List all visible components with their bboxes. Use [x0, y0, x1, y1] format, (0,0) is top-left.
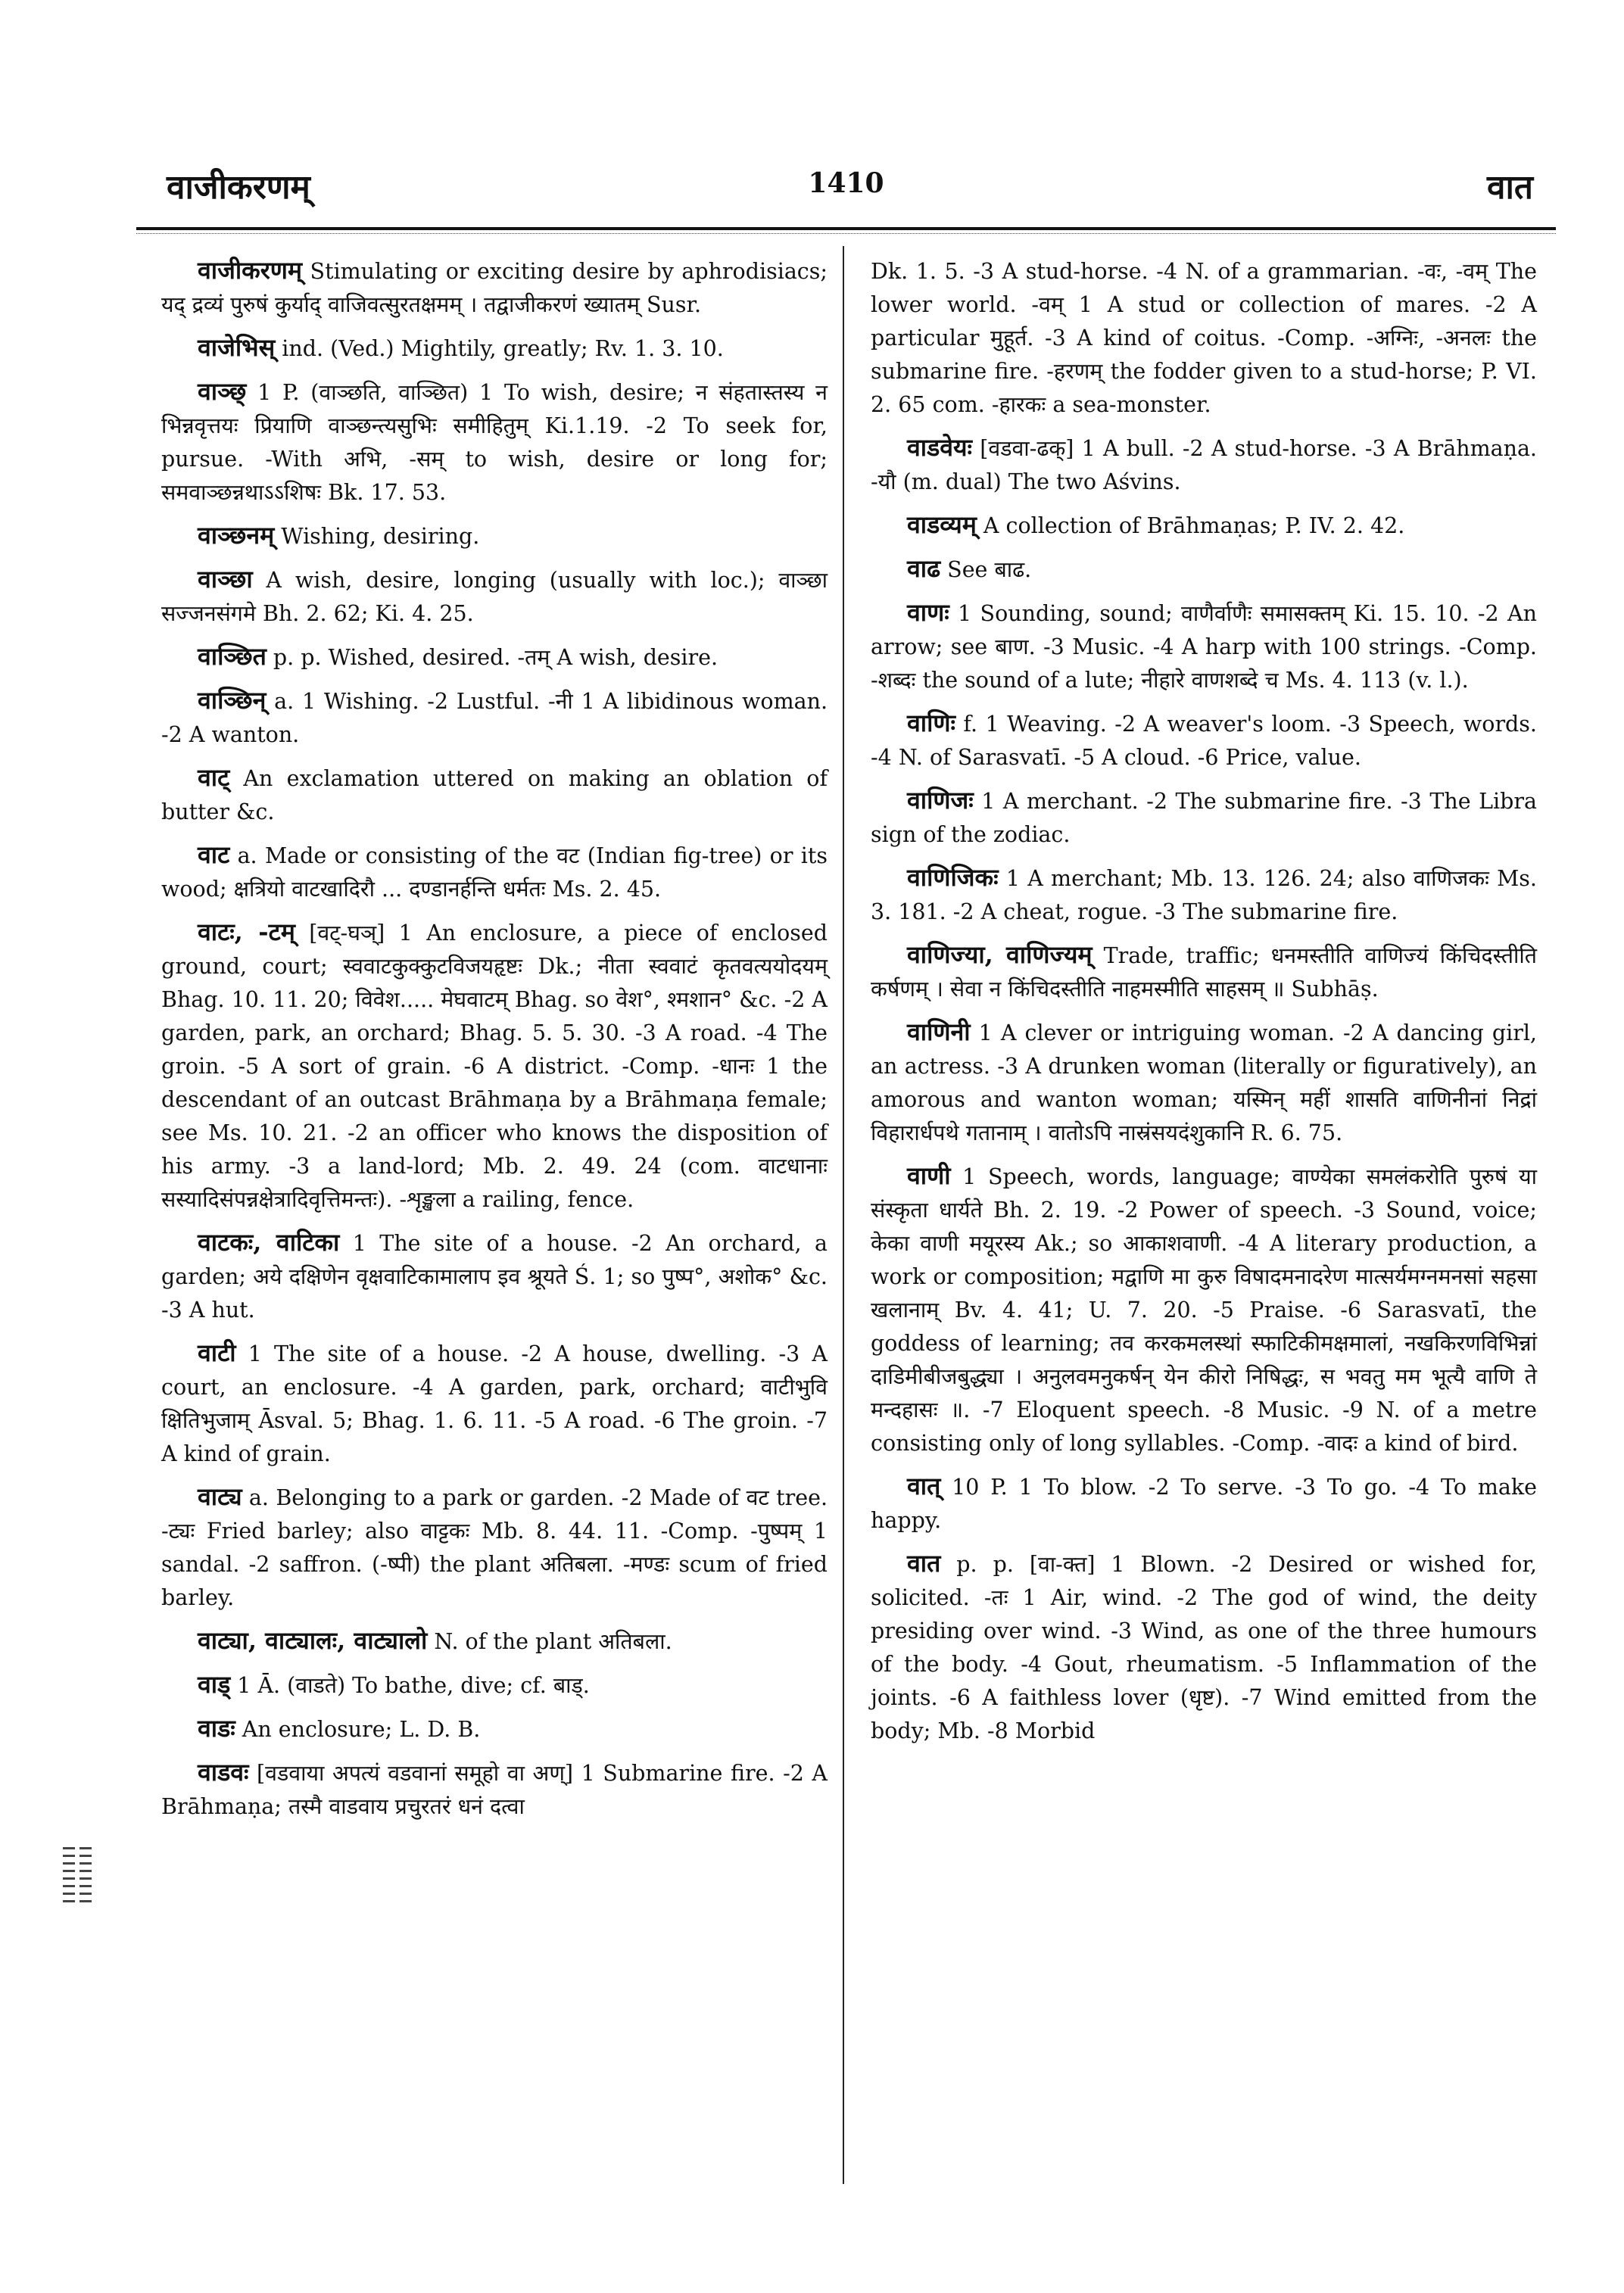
entry-headword: वाट् — [198, 763, 230, 792]
entry-definition: [वडवाया अपत्यं वडवानां समूहो वा अण्] 1 Submarine fire. -2 A Brāhmaṇa; तस्मै वाडवाय प्रचुरतरं धनं दत्वा — [161, 1761, 828, 1819]
dictionary-entry — [871, 1159, 1537, 1460]
header-left-word: वाजीकरणम् — [167, 168, 310, 207]
entry-headword: वाटकः, वाटिका — [198, 1228, 340, 1257]
entry-headword: वात् — [907, 1472, 941, 1500]
dictionary-entry — [161, 1668, 828, 1703]
page-number: 1410 — [808, 167, 884, 199]
dictionary-entry — [161, 640, 828, 675]
dictionary-entry — [161, 375, 828, 509]
entry-definition: f. 1 Weaving. -2 A weaver's loom. -3 Speech, words. -4 N. of Sarasvatī. -5 A cloud. -6 Price, value. — [871, 712, 1537, 770]
entry-definition: Dk. 1. 5. -3 A stud-horse. -4 N. of a grammarian. -वः, -वम् The lower world. -वम् 1 A stud or collection of mares. -2 A particular मुहूर्त. -3 A kind of coitus. -Comp. -अग्निः, -अनलः the submarine fire. -हरणम् the fodder given to a stud-horse; P. VI. 2. 65 com. -हारकः a sea-monster. — [871, 259, 1537, 417]
dictionary-entry — [161, 1624, 828, 1659]
entry-headword: वाणिज्या, वाणिज्यम् — [907, 940, 1093, 969]
entry-headword: वाट — [198, 840, 230, 869]
dictionary-entry — [871, 552, 1537, 587]
right-column — [871, 254, 1537, 1757]
dictionary-entry — [161, 915, 828, 1217]
margin-marks-2 — [79, 1847, 92, 1908]
entry-definition: ind. (Ved.) Mightily, greatly; Rv. 1. 3. 10. — [275, 336, 724, 361]
entry-definition: 1 A merchant; Mb. 13. 126. 24; also वाणिजकः Ms. 3. 181. -2 A cheat, rogue. -3 The submarine fire. — [871, 866, 1537, 924]
entry-definition: 1 The site of a house. -2 An orchard, a garden; अये दक्षिणेन वृक्षवाटिकामालाप इव श्रूयते Ś. 1; so पुष्प°, अशोक° &c. -3 A hut. — [161, 1231, 828, 1323]
entry-headword: वाडव्यम् — [907, 510, 977, 539]
dictionary-entry — [161, 331, 828, 366]
dictionary-entry — [871, 596, 1537, 697]
dictionary-entry — [161, 1480, 828, 1615]
dictionary-entry — [871, 938, 1537, 1006]
entry-headword: वाड् — [198, 1670, 231, 1699]
entry-headword: वाञ्छनम् — [198, 521, 275, 550]
entry-definition: p. p. [वा-क्त] 1 Blown. -2 Desired or wished for, solicited. -तः 1 Air, wind. -2 The god of wind, the deity presiding over wind. -3 Wind, as one of the three humours of the body. -4 Gout, rheumatism. -5 Inflammation of the joints. -6 A faithless lover (धृष्ट). -7 Wind emitted from the body; Mb. -8 Morbid — [871, 1552, 1537, 1743]
dictionary-entry — [161, 1226, 828, 1327]
entry-definition: p. p. Wished, desired. -तम् A wish, desire. — [266, 645, 718, 670]
entry-headword: वाट्या, वाट्यालः, वाट्यालो — [198, 1626, 428, 1655]
entry-definition: A wish, desire, longing (usually with loc.); वाञ्छा सज्जनसंगमे Bh. 2. 62; Ki. 4. 25. — [161, 568, 828, 626]
dictionary-entry — [161, 254, 828, 322]
dictionary-entry — [871, 1547, 1537, 1748]
column-divider — [843, 246, 844, 2184]
entry-definition: 1 Speech, words, language; वाण्येका समलंकरोति पुरुषं या संस्कृता धार्यते Bh. 2. 19. -2 Power of speech. -3 Sound, voice; केका वाणी मयूरस्य Ak.; so आकाशवाणी. -4 A literary production, a work or composition; मद्वाणि मा कुरु विषादमनादरेण मात्सर्यमग्नमनसां सहसा खलानाम् Bv. 4. 41; U. 7. 20. -5 Praise. -6 Sarasvatī, the goddess of learning; तव करकमलस्थां स्फाटिकीमक्षमालां, नखकिरणविभिन्नां दाडिमीबीजबुद्ध्या । अनुलवमनुकर्षन् येन कीरो निषिद्धः, स भवतु मम भूत्यै वाणि ते मन्दहासः ॥. -7 Eloquent speech. -8 Music. -9 N. of a metre consisting only of long syllables. -Comp. -वादः a kind of bird. — [871, 1164, 1537, 1456]
entry-definition: An exclamation uttered on making an oblation of butter &c. — [161, 766, 828, 824]
header-rule — [136, 227, 1556, 230]
entry-definition: a. Made or consisting of the वट (Indian fig-tree) or its wood; क्षत्रियो वाटखादिरौ ... दण्डानर्हन्ति धर्मतः Ms. 2. 45. — [161, 843, 828, 902]
entry-definition: 1 P. (वाञ्छति, वाञ्छित) 1 To wish, desire; न संहतास्तस्य न भिन्नवृत्तयः प्रियाणि वाञ्छन्त्यसुभिः समीहितुम् Ki.1.19. -2 To seek for, pursue. -With अभि, -सम् to wish, desire or long for; समवाञ्छन्नथाऽऽशिषः Bk. 17. 53. — [161, 380, 828, 505]
entry-headword: वाढ — [907, 554, 941, 583]
dictionary-entry — [161, 1712, 828, 1746]
dictionary-entry — [161, 1756, 828, 1824]
entry-definition: 1 A clever or intriguing woman. -2 A dancing girl, an actress. -3 A drunken woman (literally or figuratively), an amorous and wanton woman; यस्मिन् महीं शासति वाणिनीनां निद्रां विहारार्धपथे गतानाम् । वातोऽपि नास्रंसयदंशुकानि R. 6. 75. — [871, 1020, 1537, 1145]
header-rule-dotted — [136, 233, 1556, 234]
dictionary-entry — [871, 784, 1537, 852]
entry-headword: वाजेभिस् — [198, 333, 276, 362]
entry-headword: वाटी — [198, 1338, 236, 1367]
entry-headword: वाणिजिकः — [907, 863, 999, 892]
dictionary-entry — [871, 254, 1537, 422]
entry-headword: वाञ्छिन् — [198, 686, 267, 715]
entry-headword: वाञ्छ् — [198, 377, 247, 406]
dictionary-entry — [161, 761, 828, 829]
dictionary-entry — [161, 519, 828, 553]
entry-headword: वाडवः — [198, 1758, 249, 1787]
dictionary-entry — [161, 562, 828, 631]
entry-headword: वाणिनी — [907, 1017, 971, 1046]
entry-definition: 1 The site of a house. -2 A house, dwelling. -3 A court, an enclosure. -4 A garden, park, orchard; वाटीभुवि क्षितिभुजाम् Āsval. 5; Bhag. 1. 6. 11. -5 A road. -6 The groin. -7 A kind of grain. — [161, 1341, 828, 1466]
entry-headword: वाडः — [198, 1714, 235, 1743]
entry-headword: वाणिजः — [907, 786, 974, 815]
dictionary-entry — [871, 1015, 1537, 1150]
entry-definition: Stimulating or exciting desire by aphrodisiacs; यद् द्रव्यं पुरुषं कुर्याद् वाजिवत्सुरतक्षमम् । तद्वाजीकरणं ख्यातम् Susr. — [161, 259, 828, 317]
entry-definition: a. 1 Wishing. -2 Lustful. -नी 1 A libidinous woman. -2 A wanton. — [161, 689, 828, 747]
entry-headword: वाडवेयः — [907, 433, 973, 462]
entry-definition: N. of the plant अतिबला. — [427, 1629, 672, 1654]
entry-headword: वाट्य — [198, 1482, 242, 1511]
entry-headword: वात — [907, 1549, 941, 1578]
entry-definition: Trade, traffic; धनमस्तीति वाणिज्यं किंचिदस्तीति कर्षणम् । सेवा न किंचिदस्तीति नाहमस्मीति साहसम् ॥ Subhāṣ. — [871, 943, 1537, 1002]
entry-headword: वाणिः — [907, 709, 955, 737]
left-column — [161, 254, 828, 1833]
entry-definition: 10 P. 1 To blow. -2 To serve. -3 To go. -4 To make happy. — [871, 1475, 1537, 1533]
entry-headword: वाञ्छा — [198, 565, 253, 594]
entry-definition: An enclosure; L. D. B. — [235, 1717, 481, 1742]
dictionary-entry — [161, 1336, 828, 1471]
entry-definition: a. Belonging to a park or garden. -2 Made of वट tree. -ट्यः Fried barley; also वाट्टकः Mb. 8. 44. 11. -Comp. -पुष्पम् 1 sandal. -2 saffron. (-ष्पी) the plant अतिबला. -मण्डः scum of fried barley. — [161, 1485, 828, 1610]
entry-definition: A collection of Brāhmaṇas; P. IV. 2. 42. — [976, 513, 1405, 538]
dictionary-entry — [871, 508, 1537, 543]
dictionary-entry — [871, 431, 1537, 499]
entry-definition: [वट्-घञ्] 1 An enclosure, a piece of enclosed ground, court; स्ववाटकुक्कुटविजयहृष्टः Dk.; नीता स्ववाटं कृतवत्ययोदयम् Bhag. 10. 11. 20; विवेश..... मेघवाटम् Bhag. so वेश°, श्मशान° &c. -2 A garden, park, an orchard; Bhag. 5. 5. 30. -3 A road. -4 The groin. -5 A sort of grain. -6 A district. -Comp. -धानः 1 the descendant of an outcast Brāhmaṇa by a Brāhmaṇa female; see Ms. 10. 21. -2 an officer who knows the disposition of his army. -3 a land-lord; Mb. 2. 49. 24 (com. वाटधानाः सस्यादिसंपन्नक्षेत्रादिवृत्तिमन्तः). -शृङ्खला a railing, fence. — [161, 921, 828, 1212]
entry-headword: वाञ्छित — [198, 642, 267, 671]
entry-definition: See बाढ. — [940, 557, 1032, 582]
entry-definition: Wishing, desiring. — [274, 524, 480, 549]
entry-definition: 1 A merchant. -2 The submarine fire. -3 The Libra sign of the zodiac. — [871, 789, 1537, 847]
entry-definition: 1 Sounding, sound; वाणैर्वाणैः समासक्तम् Ki. 15. 10. -2 An arrow; see बाण. -3 Music. -4 A harp with 100 strings. -Comp. -शब्दः the sound of a lute; नीहारे वाणशब्दे च Ms. 4. 113 (v. l.). — [871, 601, 1537, 693]
dictionary-entry — [871, 861, 1537, 929]
dictionary-entry — [161, 838, 828, 906]
entry-headword: वाटः, -टम् — [198, 918, 295, 946]
entry-headword: वाणी — [907, 1161, 951, 1190]
entry-headword: वाजीकरणम् — [198, 256, 303, 285]
dictionary-entry — [871, 1469, 1537, 1537]
dictionary-entry — [871, 706, 1537, 774]
entry-definition: 1 Ā. (वाडते) To bathe, dive; cf. बाड्. — [230, 1673, 590, 1698]
page-header — [136, 163, 1556, 216]
margin-marks — [63, 1847, 75, 1908]
entry-definition: [वडवा-ढक्] 1 A bull. -2 A stud-horse. -3 A Brāhmaṇa. -यौ (m. dual) The two Aśvins. — [871, 436, 1537, 494]
header-right-word: वात — [1487, 168, 1533, 207]
dictionary-entry — [161, 684, 828, 752]
entry-headword: वाणः — [907, 598, 949, 627]
